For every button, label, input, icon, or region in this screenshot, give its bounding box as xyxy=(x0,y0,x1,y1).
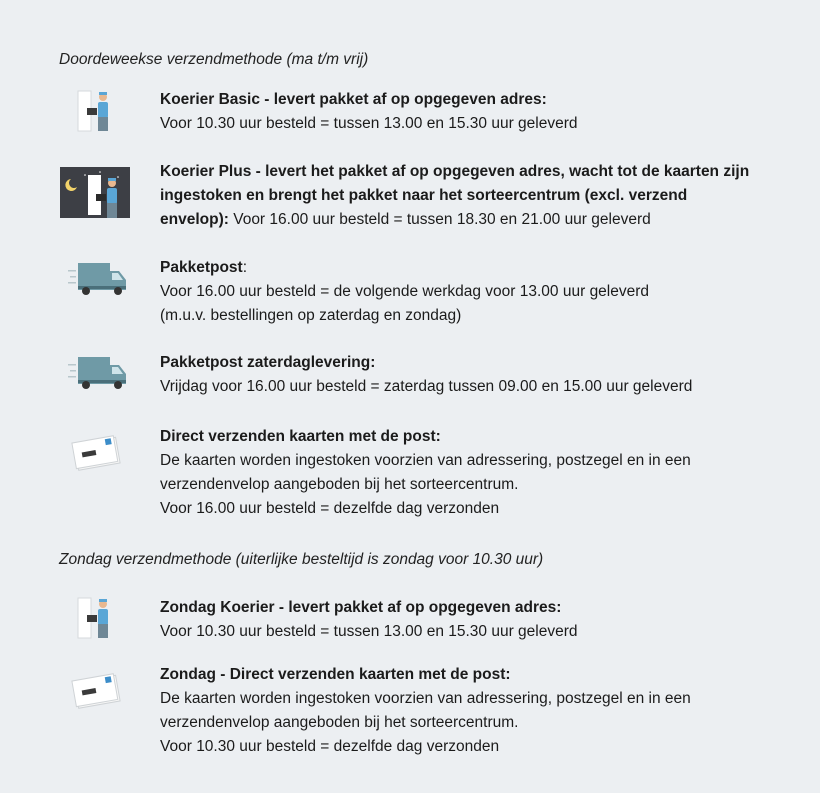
option-detail: Voor 10.30 uur besteld = tussen 13.00 en 15.30 uur geleverd xyxy=(160,623,578,640)
delivery-truck-icon xyxy=(68,356,128,397)
option-detail: Voor 10.30 uur besteld = dezelfde dag verzonden xyxy=(160,738,500,755)
option-title: Direct verzenden kaarten met de post: xyxy=(160,428,441,445)
option-title: Zondag - Direct verzenden kaarten met de post: xyxy=(160,666,511,683)
option-detail: (m.u.v. bestellingen op zaterdag en zondag) xyxy=(160,307,462,324)
option-title: Pakketpost xyxy=(160,259,243,276)
option-detail: Voor 16.00 uur besteld = de volgende werkdag voor 13.00 uur geleverd xyxy=(160,283,650,300)
option-detail: verzendenvelop aangeboden bij het sorteercentrum. xyxy=(160,714,519,731)
sunday-heading: Zondag verzendmethode (uiterlijke besteltijd is zondag voor 10.30 uur) xyxy=(59,551,544,568)
option-title: Koerier Plus - levert het pakket af op opgegeven adres, wacht tot de kaarten zijn ingestoken en brengt het pakket naar het sorteercentrum (excl. verzend envelop): xyxy=(160,163,750,228)
option-title-suffix: : xyxy=(242,259,248,276)
option-detail: De kaarten worden ingestoken voorzien van adressering, postzegel en in een xyxy=(160,452,691,469)
option-detail: Voor 10.30 uur besteld = tussen 13.00 en 15.30 uur geleverd xyxy=(160,115,578,132)
delivery-truck-icon xyxy=(68,262,128,303)
courier-night-icon xyxy=(60,167,130,223)
courier-door-icon xyxy=(77,596,113,645)
courier-door-icon xyxy=(77,89,113,138)
option-title: Zondag Koerier - levert pakket af op opgegeven adres: xyxy=(160,599,562,616)
option-detail: Voor 16.00 uur besteld = dezelfde dag verzonden xyxy=(160,500,500,517)
option-detail: De kaarten worden ingestoken voorzien van adressering, postzegel en in een xyxy=(160,690,691,707)
option-detail: Voor 16.00 uur besteld = tussen 18.30 en 21.00 uur geleverd xyxy=(228,211,651,228)
option-title: Pakketpost zaterdaglevering: xyxy=(160,354,376,371)
envelope-cards-icon xyxy=(70,673,122,714)
weekday-heading: Doordeweekse verzendmethode (ma t/m vrij) xyxy=(59,51,369,68)
option-title: Koerier Basic - levert pakket af op opgegeven adres: xyxy=(160,91,547,108)
option-detail: Vrijdag voor 16.00 uur besteld = zaterdag tussen 09.00 en 15.00 uur geleverd xyxy=(160,378,693,395)
option-detail: verzendenvelop aangeboden bij het sorteercentrum. xyxy=(160,476,519,493)
envelope-cards-icon xyxy=(70,435,122,476)
